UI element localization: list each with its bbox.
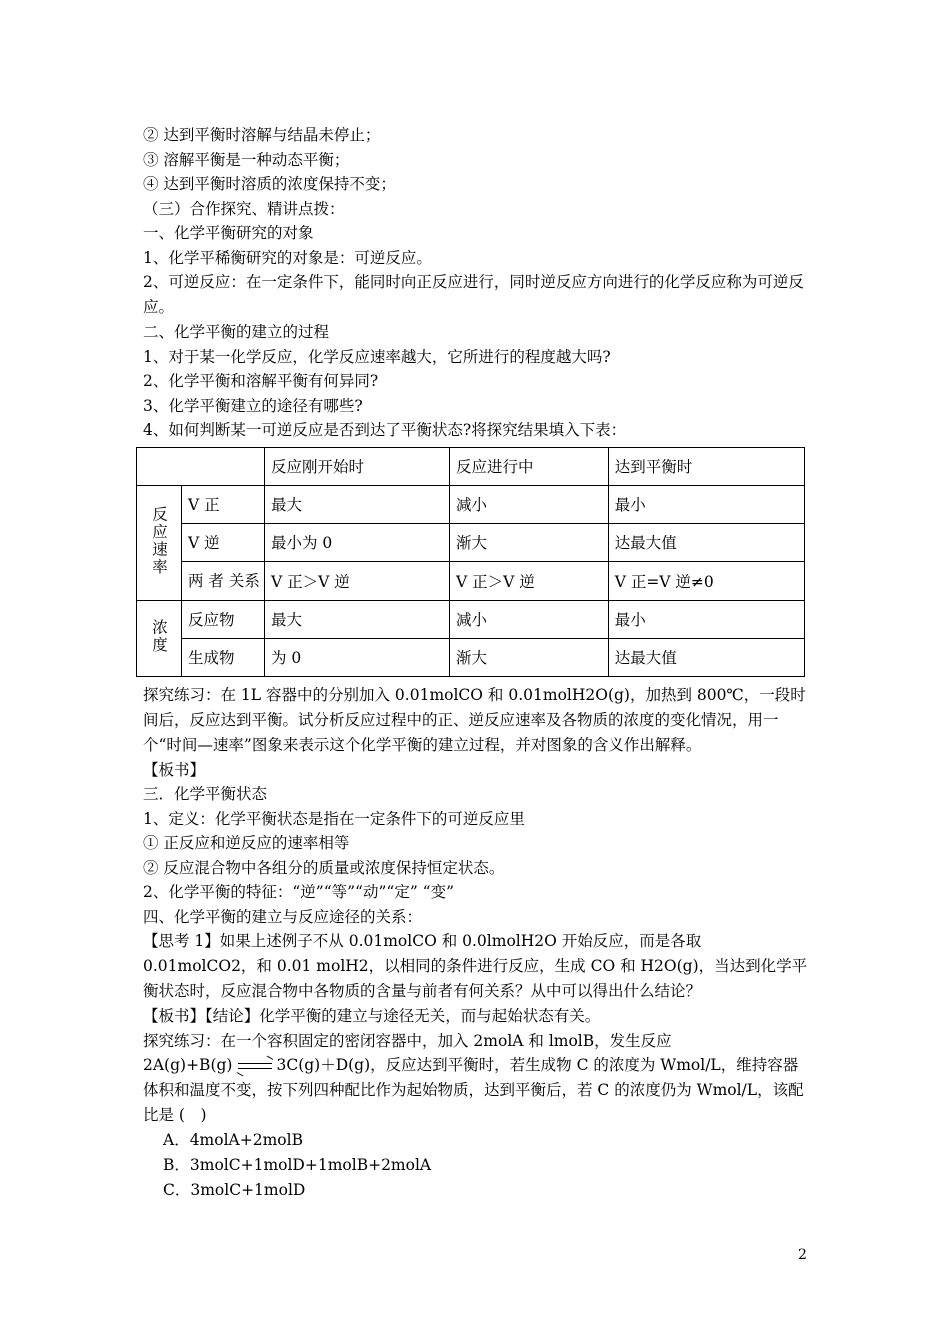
group-label-rate-text: 反应速率 (150, 505, 168, 576)
table-row (137, 600, 805, 638)
section-heading: 三．化学平衡状态 (143, 785, 268, 803)
section-heading: 一、化学平衡研究的对象 (143, 224, 314, 242)
table-cell: 最小为 0 (265, 523, 450, 561)
table-cell: 最大 (265, 485, 450, 523)
list-item: ④ 达到平衡时溶质的浓度保持不变； (143, 175, 396, 193)
choice-b: B．3molC+1molD+1molB+2molA (163, 1156, 432, 1174)
table-cell: V 逆 (182, 523, 265, 561)
table-cell: 两 者 关系 (182, 561, 265, 600)
question-item: 4、如何判断某一可逆反应是否到达了平衡状态?将探究结果填入下表： (143, 421, 627, 439)
table-cell: 为 0 (265, 638, 450, 676)
equation-right: 3C(g)＋D(g)，反应达到平衡时，若生成物 C 的浓度为 Wmol/L，维持容器体积和温度不变，按下列四种配比作为起始物质，达到平衡后，若 C 的浓度仍为 Wmol/L，该配比是 ( ) (143, 1056, 804, 1124)
page-number: 2 (798, 1247, 807, 1263)
table-cell: 最小 (608, 600, 804, 638)
paragraph-practice-1: 探究练习：在 1L 容器中的分别加入 0.01molCO 和 0.01molH2O(g)，加热到 800℃，一段时间后，反应达到平衡。试分析反应过程中的正、逆反应速率及各物质的浓度的变化情况，用一个“时间—速率”图象来表示这个化学平衡的建立过程，并对图象的含义作出解释。 (143, 685, 806, 754)
page-content (143, 123, 809, 1203)
table-row (137, 561, 805, 600)
group-label-concentration-text: 浓度 (150, 618, 168, 654)
paragraph-think: 【思考 1】如果上述例子不从 0.01molCO 和 0.0lmolH2O 开始反应，而是各取 0.01molCO2，和 0.01 molH2，以相同的条件进行反应，生成 CO 和 H2O(g)，当达到化学平衡状态时，反应混合物中各物质的含量与前者有何关系？从中可以得出什么结论？ (143, 932, 808, 1000)
table-header-cell: 达到平衡时 (608, 447, 804, 485)
feature-line: 2、化学平衡的特征：“逆”“等”“动”“定” “变” (143, 883, 455, 901)
list-item: 1、化学平稀衡研究的对象是：可逆反应。 (143, 248, 432, 267)
list-item: ② 反应混合物中各组分的质量或浓度保持恒定状态。 (143, 858, 505, 877)
choice-a: A．4molA+2molB (163, 1131, 303, 1149)
table-cell: 生成物 (182, 638, 265, 676)
table-cell: 最大 (265, 600, 450, 638)
table-cell: 减小 (450, 485, 609, 523)
table-row (137, 638, 805, 676)
table-row (137, 523, 805, 561)
equation-paragraph (143, 1053, 809, 1128)
table-cell: 渐大 (450, 523, 609, 561)
group-label-rate (137, 485, 182, 600)
table-row (137, 485, 805, 523)
table-cell: V 正 (182, 485, 265, 523)
question-item: 2、化学平衡和溶解平衡有何异同? (143, 372, 379, 390)
equation-left: 2A(g)+B(g) (143, 1056, 233, 1074)
board-label: 【板书】 (143, 760, 206, 779)
table-cell: V 正=V 逆≠0 (608, 561, 804, 600)
choice-c: C．3molC+1molD (163, 1181, 306, 1199)
section-heading: （三）合作探究、精讲点拨： (143, 199, 345, 218)
practice-2-intro: 探究练习：在一个容积固定的密闭容器中，加入 2molA 和 lmolB，发生反应 (143, 1031, 672, 1050)
table-header-cell: 反应进行中 (450, 447, 609, 485)
list-item: ① 正反应和逆反应的速率相等 (143, 834, 350, 852)
section-heading: 二、化学平衡的建立的过程 (143, 323, 330, 341)
table-cell: 达最大值 (608, 523, 804, 561)
table-cell: 达最大值 (608, 638, 804, 676)
paragraph-reversible: 2、可逆反应：在一定条件下，能同时向正反应进行，同时逆反应方向进行的化学反应称为可逆反应。 (143, 273, 804, 316)
equilibrium-table (136, 447, 805, 677)
table-corner-cell (137, 447, 265, 485)
equilibrium-arrow-icon (238, 1060, 272, 1072)
table-header-row (137, 447, 805, 485)
conclusion-line: 【板书】【结论】化学平衡的建立与途径无关，而与起始状态有关。 (143, 1007, 601, 1025)
list-item: ② 达到平衡时溶解与结晶未停止； (143, 126, 381, 144)
table-cell: 减小 (450, 600, 609, 638)
list-item: ③ 溶解平衡是一种动态平衡； (143, 150, 350, 169)
group-label-concentration (137, 600, 182, 676)
table-cell: V 正＞V 逆 (265, 561, 450, 600)
definition-line: 1、定义：化学平衡状态是指在一定条件下的可逆反应里 (143, 809, 525, 828)
question-item: 3、化学平衡建立的途径有哪些? (143, 396, 363, 415)
table-cell: 最小 (608, 485, 804, 523)
table-cell: V 正＞V 逆 (450, 561, 609, 600)
table-header-cell: 反应刚开始时 (265, 447, 450, 485)
question-item: 1、对于某一化学反应，化学反应速率越大，它所进行的程度越大吗? (143, 347, 611, 366)
table-cell: 渐大 (450, 638, 609, 676)
section-heading: 四、化学平衡的建立与反应途径的关系： (143, 907, 423, 926)
table-cell: 反应物 (182, 600, 265, 638)
